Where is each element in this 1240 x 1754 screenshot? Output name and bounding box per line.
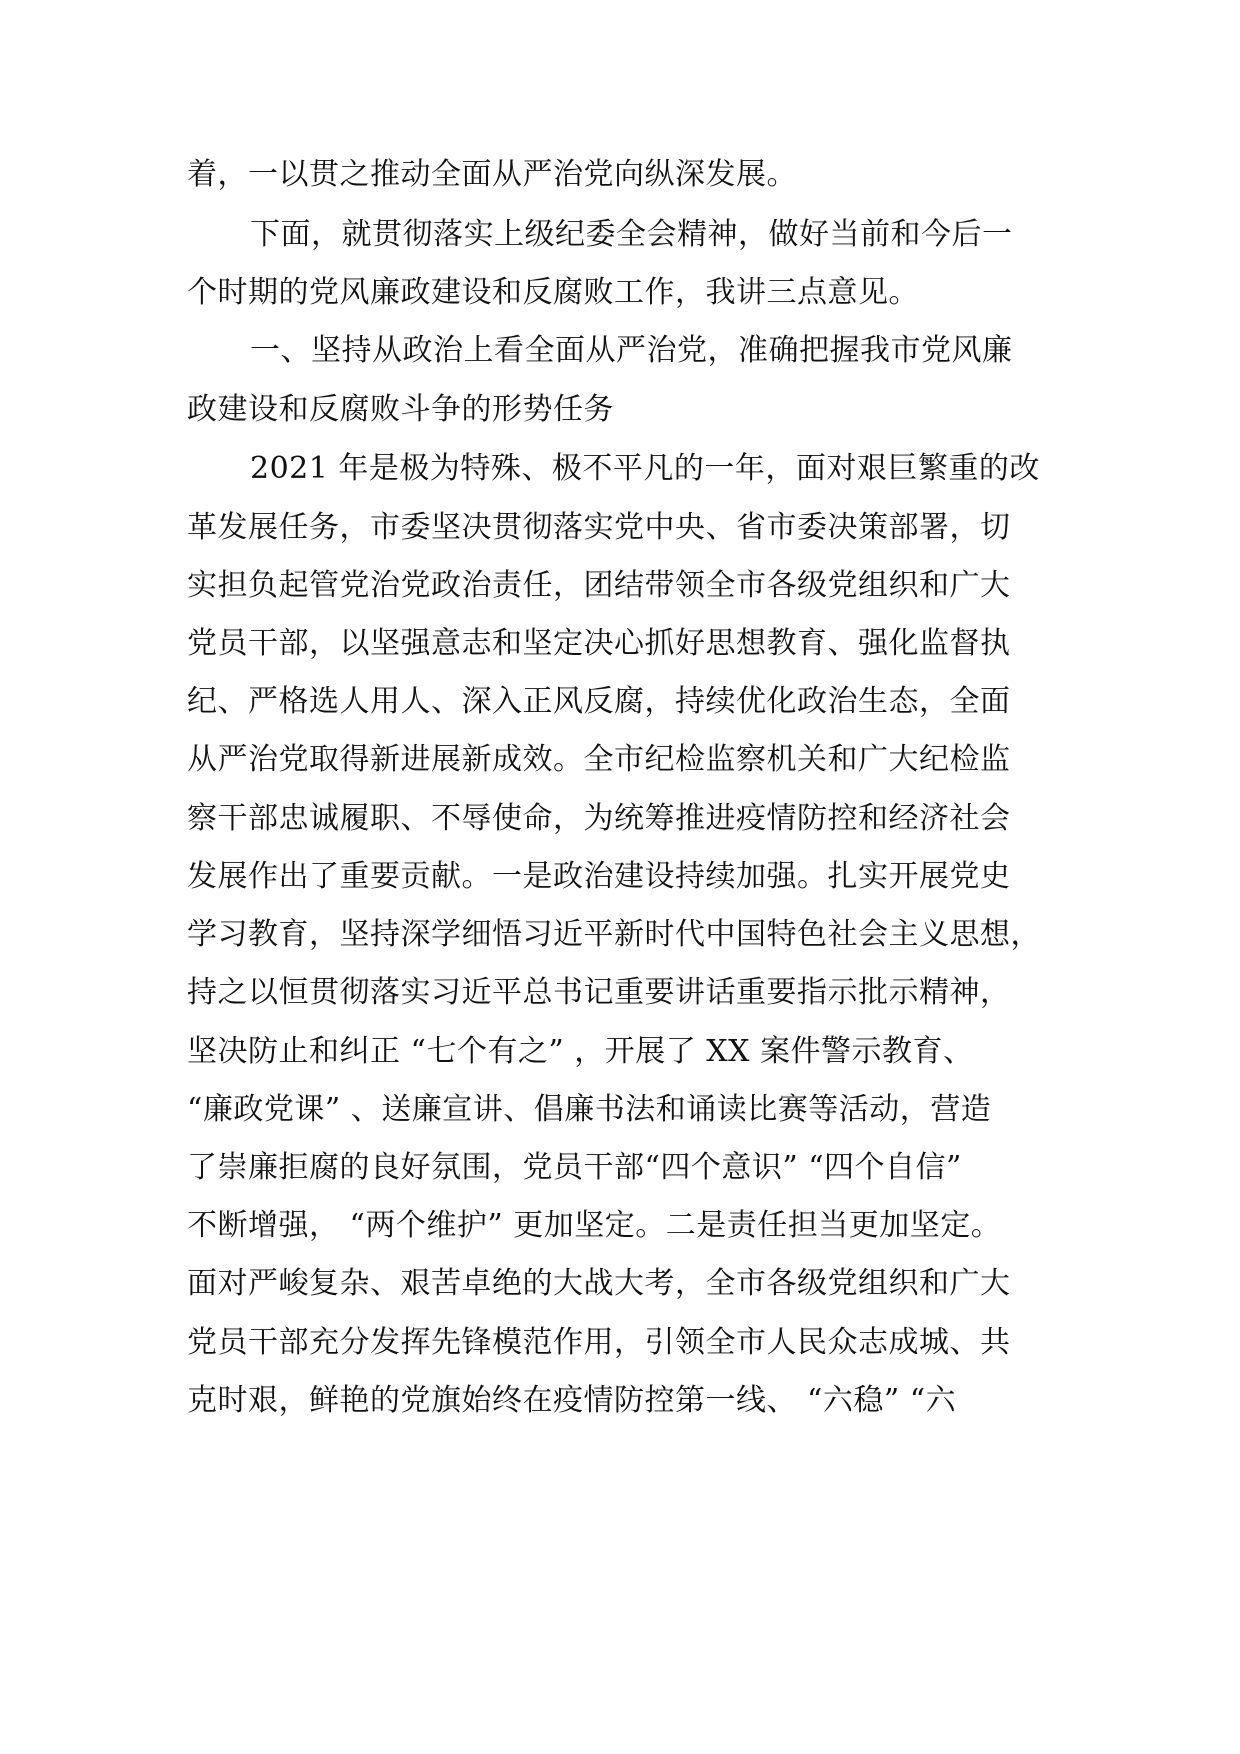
text-line: 从严治党取得新进展新成效。全市纪检监察机关和广大纪检监 <box>187 742 1011 777</box>
text-line: 面对严峻复杂、艰苦卓绝的大战大考，全市各级党组织和广大 <box>187 1266 1011 1301</box>
text-line: 察干部忠诚履职、不辱使命，为统筹推进疫情防控和经济社会 <box>187 801 1011 836</box>
text-line: 革发展任务，市委坚决贯彻落实党中央、省市委决策部署，切 <box>187 510 1011 545</box>
text-line: 个时期的党风廉政建设和反腐败工作，我讲三点意见。 <box>187 275 919 310</box>
section-heading-line: 一、坚持从政治上看全面从严治党，准确把握我市党风廉 <box>250 333 1013 368</box>
text-line: “廉政党课” 、送廉宣讲、倡廉书法和诵读比赛等活动，营造 <box>187 1092 992 1127</box>
paragraph-first-line: 2021 年是极为特殊、极不平凡的一年，面对艰巨繁重的改 <box>250 451 1040 486</box>
text-line: 学习教育，坚持深学细悟习近平新时代中国特色社会主义思想， <box>187 917 1041 952</box>
text-line: 持之以恒贯彻落实习近平总书记重要讲话重要指示批示精神， <box>187 975 1011 1010</box>
text-line: 着，一以贯之推动全面从严治党向纵深发展。 <box>187 157 797 192</box>
text-line: 党员干部，以坚强意志和坚定决心抓好思想教育、强化监督执 <box>187 626 1011 661</box>
section-heading-line: 政建设和反腐败斗争的形势任务 <box>187 392 614 427</box>
text-line: 坚决防止和纠正 “七个有之” ，开展了 XX 案件警示教育、 <box>187 1034 974 1069</box>
text-line: 党员干部充分发挥先锋模范作用，引领全市人民众志成城、共 <box>187 1325 1011 1360</box>
text-line: 了崇廉拒腐的良好氛围，党员干部“四个意识” “四个自信” <box>187 1150 962 1185</box>
paragraph-first-line: 下面，就贯彻落实上级纪委全会精神，做好当前和今后一 <box>250 217 1013 252</box>
text-line: 纪、严格选人用人、深入正风反腐，持续优化政治生态，全面 <box>187 684 1011 719</box>
text-line: 实担负起管党治党政治责任，团结带领全市各级党组织和广大 <box>187 568 1011 603</box>
text-line: 克时艰，鲜艳的党旗始终在疫情防控第一线、 “六稳” “六 <box>187 1383 957 1418</box>
text-line: 不断增强， “两个维护” 更加坚定。二是责任担当更加坚定。 <box>187 1208 1002 1243</box>
text-line: 发展作出了重要贡献。一是政治建设持续加强。扎实开展党史 <box>187 859 1011 894</box>
